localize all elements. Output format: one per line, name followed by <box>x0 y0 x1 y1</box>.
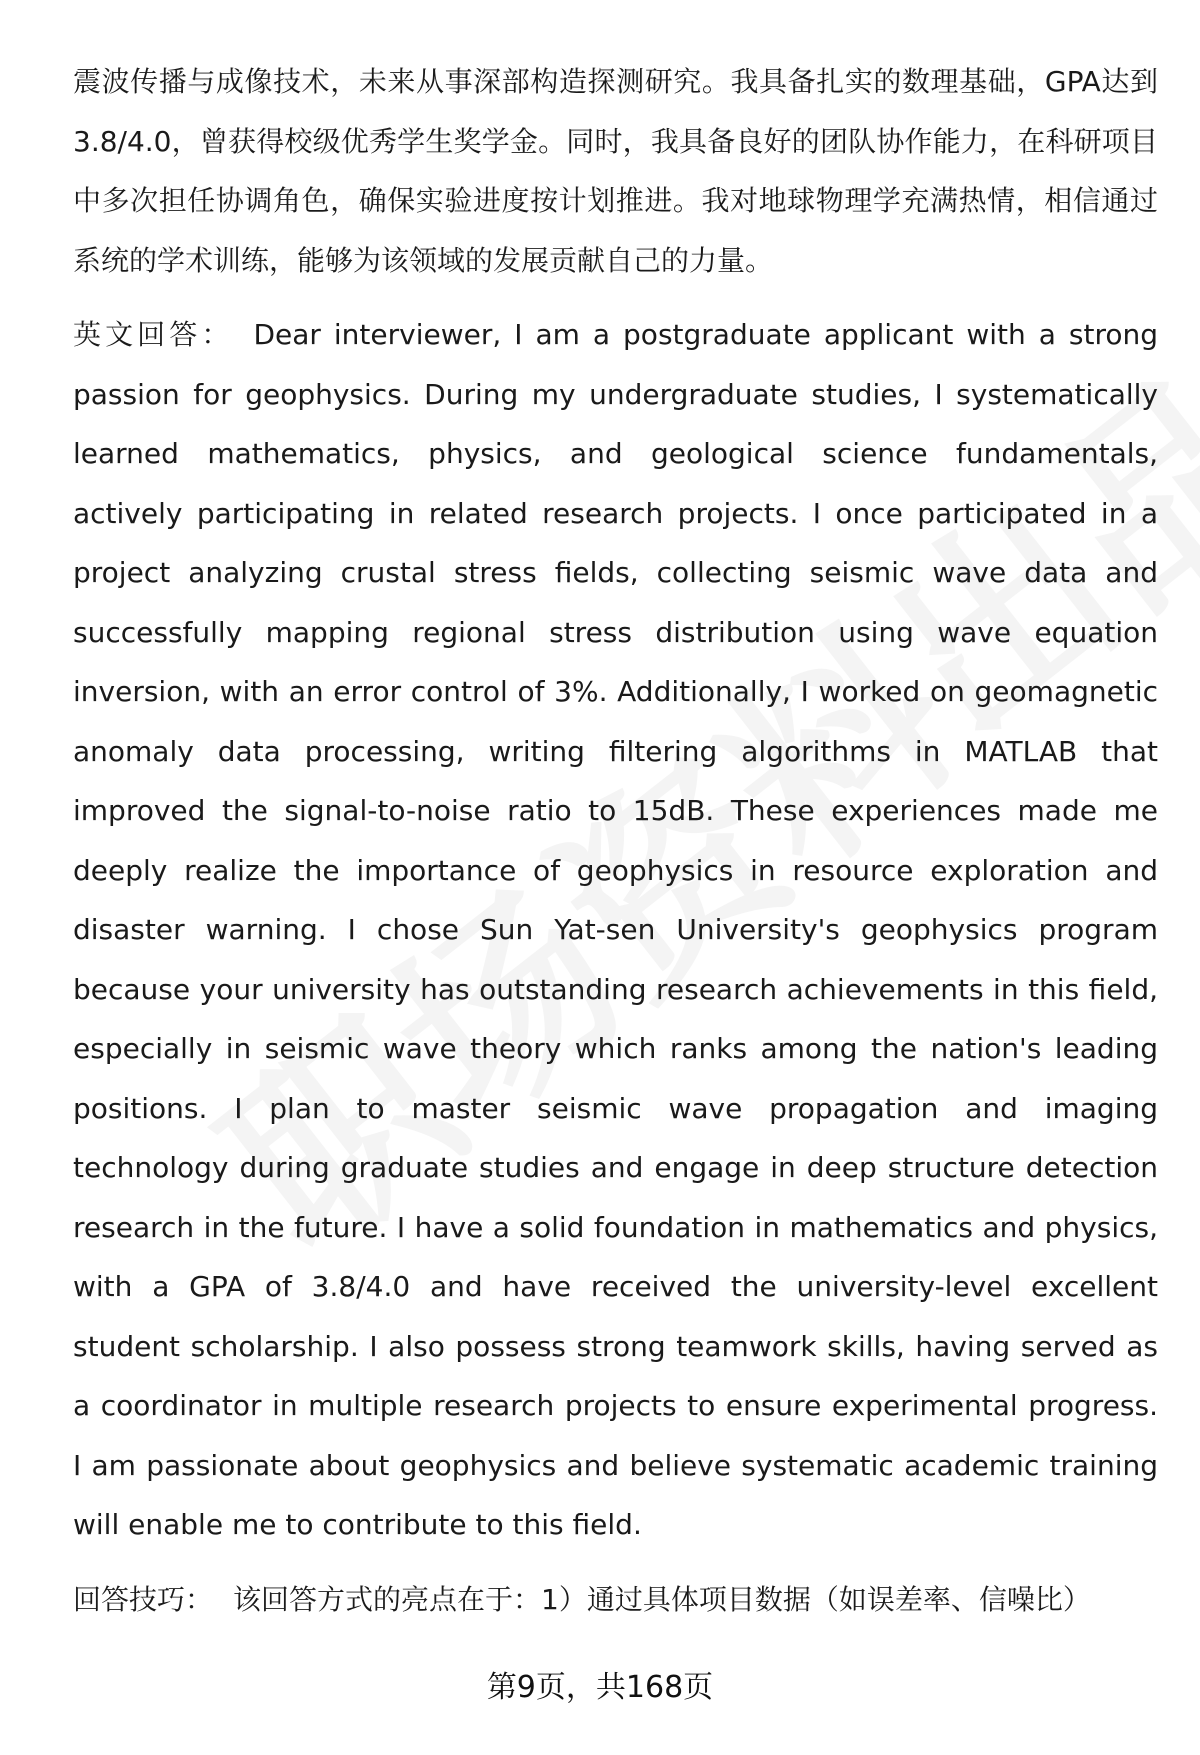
paragraph-answer-tips <box>73 1570 1158 1630</box>
document-body <box>73 52 1158 1629</box>
page-number-footer: 第9页，共168页 <box>486 1670 714 1705</box>
english-answer-text: Dear interviewer, I am a postgraduate applicant with a strong passion for geophysics. During my undergraduate studies, I systematically learned mathematics, physics, and geological science fundamentals, actively participating in related research projects. I once participated in a project analyzing crustal stress fields, collecting seismic wave data and successfully mapping regional stress distribution using wave equation inversion, with an error control of 3%. Additionally, I worked on geomagnetic anomaly data processing, writing filtering algorithms in MATLAB that improved the signal-to-noise ratio to 15dB. These experiences made me deeply realize the importance of geophysics in resource exploration and disaster warning. I chose Sun Yat-sen University's geophysics program because your university has outstanding research achievements in this field, especially in seismic wave theory which ranks among the nation's leading positions. I plan to master seismic wave propagation and imaging technology during graduate studies and engage in deep structure detection research in the future. I have a solid foundation in mathematics and physics, with a GPA of 3.8/4.0 and have received the university-level excellent student scholarship. I also possess strong teamwork skills, having served as a coordinator in multiple research projects to ensure experimental progress. I am passionate about geophysics and believe systematic academic training will enable me to contribute to this field. <box>73 318 1158 1541</box>
answer-tips-text: 该回答方式的亮点在于：1）通过具体项目数据（如误差率、信噪比） <box>233 1582 1091 1616</box>
answer-tips-label: 回答技巧： <box>73 1582 214 1616</box>
english-answer-label: 英文回答： <box>73 318 234 351</box>
paragraph-chinese-answer-continued: 震波传播与成像技术，未来从事深部构造探测研究。我具备扎实的数理基础，GPA达到3.8/4.0，曾获得校级优秀学生奖学金。同时，我具备良好的团队协作能力，在科研项目中多次担任协调角色，确保实验进度按计划推进。我对地球物理学充满热情，相信通过系统的学术训练，能够为该领域的发展贡献自己的力量。 <box>73 65 1158 277</box>
paragraph-english-answer <box>73 305 1158 1555</box>
